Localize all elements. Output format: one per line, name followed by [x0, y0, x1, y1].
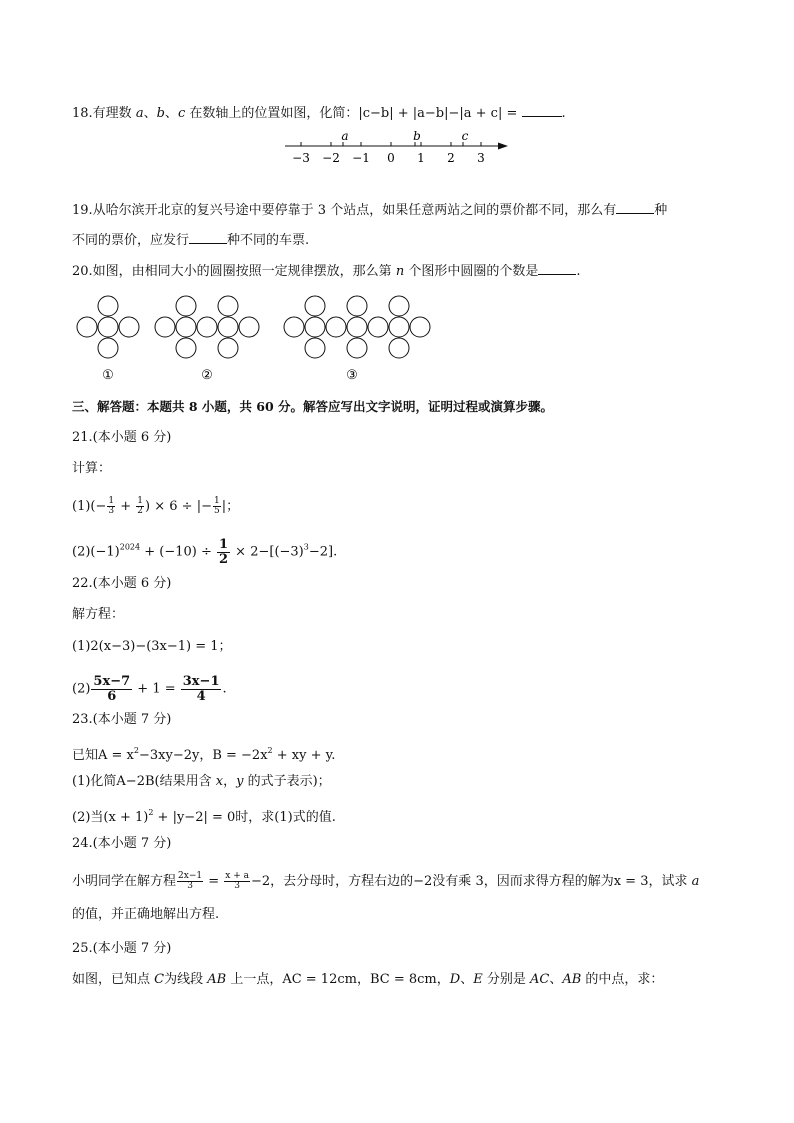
fraction: $\frac{1}{2}$: [137, 496, 144, 516]
number-line-tick-label: 3: [477, 151, 485, 165]
pattern-circle-fig1: [119, 317, 139, 337]
number-line-point-label-c: c: [461, 129, 469, 143]
number-line-tick-label: −3: [292, 151, 310, 165]
pattern-circle-fig3: [389, 317, 409, 337]
pattern-circle-fig2: [176, 338, 196, 358]
fraction: $\frac{5x-7}{6}$: [93, 674, 131, 704]
pattern-circle-fig3: [389, 296, 409, 316]
q18-text: 18.有理数 a、b、c 在数轴上的位置如图，化简：|c−b| + |a−b|−|a + c| = .: [72, 106, 566, 121]
pattern-circle-fig1: [98, 317, 118, 337]
q23-part2: (2)当$(x + 1)^2 + |y-2| = 0$时，求(1)式的值.: [72, 808, 336, 825]
q21-intro: 计算：: [72, 461, 112, 476]
q25-text: 如图，已知点 C为线段 AB 上一点，AC = 12cm，BC = 8cm，D、E 分别是 AC、AB 的中点，求：: [72, 972, 664, 987]
pattern-circle-fig3: [389, 338, 409, 358]
q23-title: 23.(本小题 7 分): [72, 712, 172, 727]
number-line-tick-label: 2: [447, 151, 455, 165]
q23-given: 已知$A = x^2-3xy-2y$，$B = -2x^2$ + xy + y.: [72, 746, 336, 763]
answer-blank[interactable]: [616, 201, 654, 214]
number-line-tick-label: 1: [417, 151, 425, 165]
q19-line2: 不同的票价，应发行 种不同的车票.: [72, 233, 310, 248]
number-line-tick-label: −1: [352, 151, 370, 165]
pattern-circle-fig2: [155, 317, 175, 337]
number-line-point-label-a: a: [341, 129, 349, 143]
pattern-circle-fig3: [347, 317, 367, 337]
pattern-circle-fig2: [197, 317, 217, 337]
pattern-circle-fig3: [347, 338, 367, 358]
pattern-circle-fig2: [218, 338, 238, 358]
q21-part2: $(2)(-1)^{2024} + (-10)$ ÷ $\frac{1}{2}$ × $2-[(-3)^3-2]$.: [72, 537, 338, 567]
q21-part1: (1)(− $\frac{1}{3}$ + $\frac{1}{2}$ ) × 6 ÷ |− $\frac{1}{5}$ |；: [72, 496, 240, 516]
fraction: $\frac{1}{3}$: [108, 496, 115, 516]
fraction: $\frac{1}{2}$: [219, 537, 229, 567]
number-line-tick-label: 0: [387, 151, 395, 165]
pattern-circle-fig3: [410, 317, 430, 337]
pattern-circle-fig1: [98, 296, 118, 316]
q22-part1: (1)2(x−3)−(3x−1) = 1；: [72, 639, 232, 654]
pattern-circle-fig1: [77, 317, 97, 337]
number-line-figure: [280, 128, 515, 168]
q20-text: 20.如图，由相同大小的圆圈按照一定规律摆放，那么第 n 个图形中圆圈的个数是 .: [72, 264, 581, 279]
number-line-arrow: [498, 143, 508, 150]
fraction: $\frac{2x-1}{3}$: [178, 871, 203, 891]
pattern-circle-fig2: [176, 296, 196, 316]
fraction: $\frac{3x-1}{4}$: [182, 674, 220, 704]
answer-blank[interactable]: [538, 262, 576, 275]
q19-line1: 19.从哈尔滨开北京的复兴号途中要停靠于 3 个站点，如果任意两站之间的票价都不同，那么有 种: [72, 203, 668, 218]
q23-part1: (1)化简A−2B(结果用含 x，y 的式子表示)；: [72, 774, 331, 789]
pattern-circle-fig2: [218, 317, 238, 337]
fraction: $\frac{x + a}{3}$: [225, 871, 249, 891]
q22-part2: (2) $\frac{5x-7}{6}$ + 1 = $\frac{3x-1}{4}$ .: [72, 674, 227, 704]
q22-intro: 解方程：: [72, 607, 125, 622]
q25-title: 25.(本小题 7 分): [72, 941, 172, 956]
number-line-tick-label: −2: [322, 151, 340, 165]
pattern-circle-fig3: [347, 296, 367, 316]
q21-title: 21.(本小题 6 分): [72, 430, 172, 445]
pattern-circle-fig2: [239, 317, 259, 337]
number-line-point-label-b: b: [413, 129, 421, 143]
pattern-circle-fig3: [368, 317, 388, 337]
pattern-circle-fig3: [326, 317, 346, 337]
figure-label-2: ②: [201, 368, 213, 383]
figure-label-1: ①: [102, 368, 114, 383]
figure-label-3: ③: [346, 368, 358, 383]
pattern-circle-fig1: [98, 338, 118, 358]
q24-line1: 小明同学在解方程 $\frac{2x-1}{3}$ = $\frac{x + a}{3}$ −2，去分母时，方程右边的−2没有乘 3，因而求得方程的解为x = 3，试求 a: [72, 871, 700, 891]
answer-blank[interactable]: [189, 231, 227, 244]
q22-title: 22.(本小题 6 分): [72, 576, 172, 591]
q24-line2: 的值，并正确地解出方程.: [72, 907, 220, 922]
section-3-heading: 三、解答题：本题共 8 小题，共 60 分。解答应写出文字说明，证明过程或演算步骤。: [72, 399, 554, 414]
circle-pattern-figure: [70, 290, 440, 386]
pattern-circle-fig3: [284, 317, 304, 337]
answer-blank[interactable]: [522, 104, 562, 117]
pattern-circle-fig2: [176, 317, 196, 337]
pattern-circle-fig3: [305, 317, 325, 337]
fraction: $\frac{1}{5}$: [213, 496, 220, 516]
q24-title: 24.(本小题 7 分): [72, 836, 172, 851]
pattern-circle-fig2: [218, 296, 238, 316]
pattern-circle-fig3: [305, 338, 325, 358]
pattern-circle-fig3: [305, 296, 325, 316]
